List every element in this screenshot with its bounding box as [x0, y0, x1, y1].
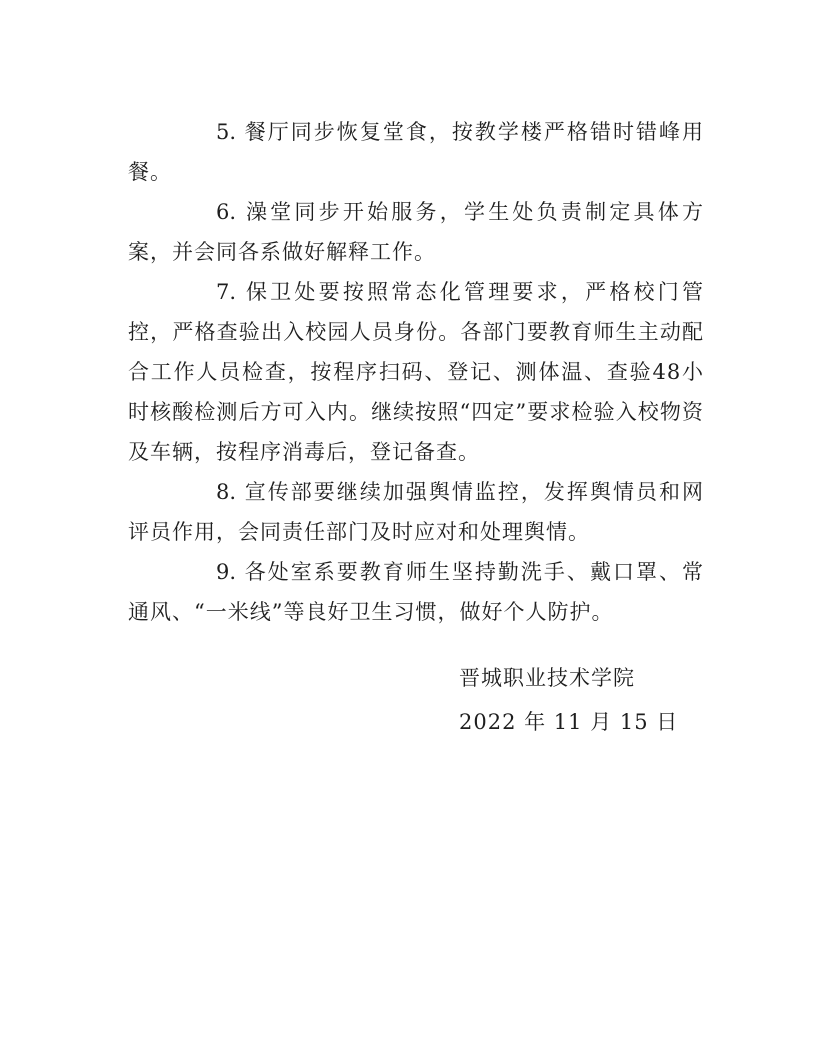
paragraph-number: 7. — [216, 280, 237, 304]
paragraph-item-5 — [128, 112, 704, 192]
paragraph-number: 9. — [216, 560, 237, 584]
paragraph-text: 澡堂同步开始服务，学生处负责制定具体方案，并会同各系做好解释工作。 — [128, 200, 704, 264]
signature-organization: 晋城职业技术学院 — [459, 666, 635, 690]
signature-block — [459, 656, 699, 744]
paragraph-text: 餐厅同步恢复堂食，按教学楼严格错时错峰用餐。 — [128, 120, 705, 184]
paragraph-item-8 — [128, 472, 704, 552]
paragraph-number: 6. — [216, 200, 237, 224]
paragraph-text: 宣传部要继续加强舆情监控，发挥舆情员和网评员作用，会同责任部门及时应对和处理舆情。 — [128, 480, 705, 544]
paragraph-item-7 — [128, 272, 704, 472]
paragraph-number: 8. — [216, 480, 237, 504]
document-body — [128, 112, 704, 632]
signature-date: 2022 年 11 月 15 日 — [459, 710, 679, 734]
paragraph-text: 各处室系要教育师生坚持勤洗手、戴口罩、常通风、“一米线”等良好卫生习惯，做好个人防护。 — [128, 560, 705, 624]
paragraph-item-6 — [128, 192, 704, 272]
paragraph-text: 保卫处要按照常态化管理要求，严格校门管控，严格查验出入校园人员身份。各部门要教育师生主动配合工作人员检查，按程序扫码、登记、测体温、查验48小时核酸检测后方可入内。继续按照“四定”要求检验入校物资及车辆，按程序消毒后，登记备查。 — [128, 280, 704, 464]
paragraph-number: 5. — [216, 120, 237, 144]
paragraph-item-9 — [128, 552, 704, 632]
